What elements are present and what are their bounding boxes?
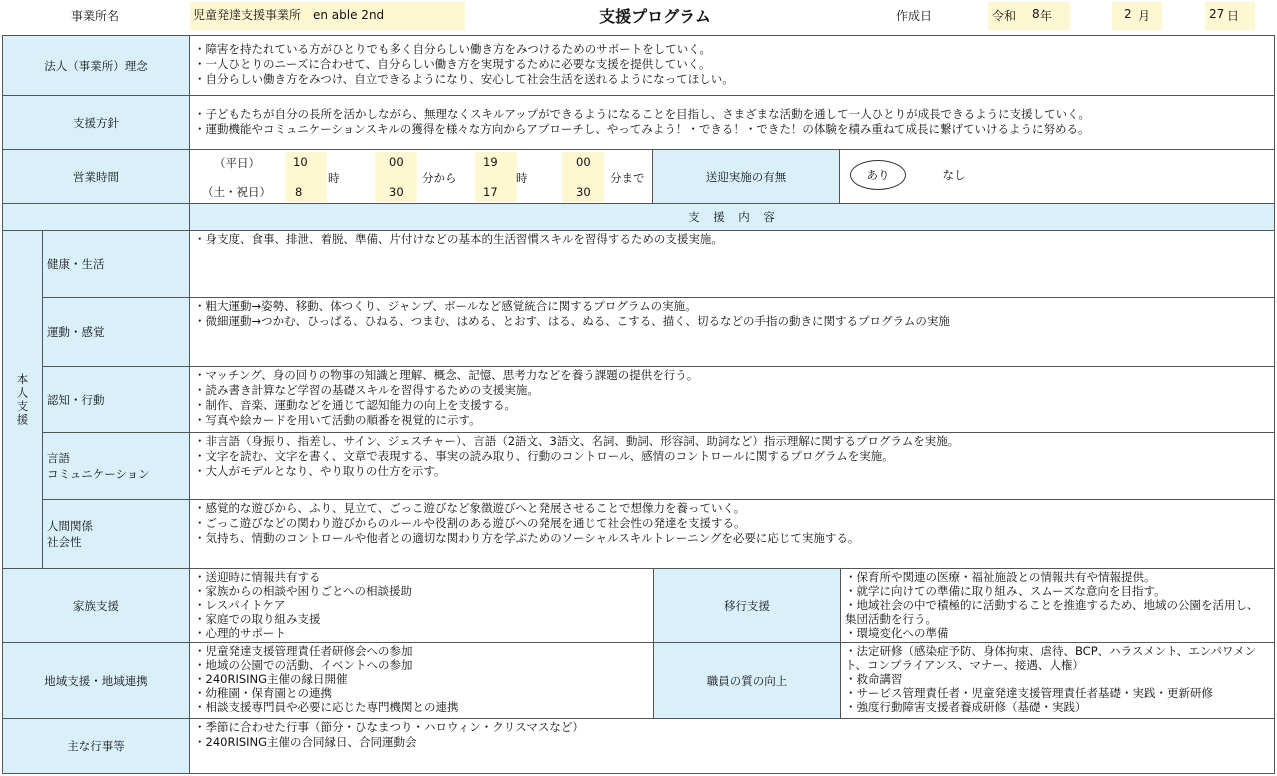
office-name-label: 事業所名	[70, 8, 119, 23]
policy-label: 支援方針	[2, 95, 190, 150]
end-minute-field[interactable]	[562, 152, 604, 202]
transport-options	[839, 149, 1275, 204]
personal-item-label-social: 人間関係 社会性	[42, 499, 190, 569]
community-support-text[interactable]: ・児童発達支援管理責任者研修会への参加 ・地域の公園での活動、イベントへの参加 ・240RISING主催の縁日開催 ・幼稚園・保育園との連携 ・相談支援専門員や必要に応じた専門機関との連携	[189, 642, 654, 719]
weekday-start-minute: 00	[389, 155, 404, 169]
community-support-label: 地域支援・地域連携	[2, 642, 190, 719]
support-content-header: 支 援 内 容	[189, 203, 1275, 231]
weekday-label: （平日）	[214, 156, 260, 170]
page-title: 支援プログラム	[599, 6, 711, 26]
personal-item-text-cognition[interactable]: ・マッチング、身の回りの物事の知識と理解、概念、記憶、思考力などを養う課題の提供を行う。 ・読み書き計算など学習の基礎スキルを習得するための支援実施。 ・制作、音楽、運動などを通じて認知能力の向上を支援する。 ・写真や絵カードを用いて活動の順番を視覚的に示す。	[189, 366, 1275, 433]
weekday-end-hour: 19	[483, 155, 498, 169]
personal-support-group-text: 本人支援	[15, 372, 30, 427]
date-day-field[interactable]	[1205, 2, 1255, 30]
personal-support-group-label	[2, 230, 43, 569]
personal-item-text-social[interactable]: ・感覚的な遊びから、ふり、見立て、ごっこ遊びなど象徴遊びへと発展させることで想像力を養っていく。 ・ごっこ遊びなどの関わり遊びからのルールや役割のある遊びへの発展を通じて社会性の発達を支援する。 ・気持ち、情動のコントロールや他者との適切な関わり方を学ぶためのソーシャルスキルトレーニングを必要に応じて実施する。	[189, 499, 1275, 569]
hour-unit-2: 時	[516, 171, 528, 185]
philosophy-text[interactable]: ・障害を持たれている方がひとりでも多く自分らしい働き方をみつけるためのサポートをしていく。 ・一人ひとりのニーズに合わせて、自分らしい働き方を実現するために必要な支援を提供していく。 ・自分らしい働き方をみつけ、自立できるようになり、安心して社会生活を送れるようになってほしい。	[189, 35, 1275, 96]
philosophy-label: 法人（事業所）理念	[2, 35, 190, 96]
office-name-value[interactable]: 児童発達支援事業所 en able 2nd	[190, 2, 465, 30]
personal-item-label-language: 言語 コミュニケーション	[42, 432, 190, 500]
policy-text[interactable]: ・子どもたちが自分の長所を活かしながら、無理なくスキルアップができるようになることを目指し、さまざまな活動を通して一人ひとりが成長できるように支援していく。 ・運動機能やコミュニケーションスキルの獲得を様々な方向からアプローチし、やってみよう！・できる！・できた！の体験を積み重ねて成長に繋げていけるように努める。	[189, 95, 1275, 150]
date-year-unit: 年	[1040, 9, 1053, 23]
family-support-label: 家族支援	[2, 568, 190, 643]
family-support-text[interactable]: ・送迎時に情報共有する ・家族からの相談や困りごとへの相談援助 ・レスパイトケア ・家庭での取り組み支援 ・心理的サポート	[189, 568, 654, 643]
from-text: 分から	[422, 171, 457, 185]
weekend-start-minute: 30	[389, 185, 404, 199]
staff-quality-text[interactable]: ・法定研修（感染症予防、身体拘束、虐待、BCP、ハラスメント、エンパワメント、コンプライアンス、マナー、接遇、人権） ・救命講習 ・サービス管理責任者・児童発達支援管理責任者基礎・実践・更新研修 ・強度行動障害支援者養成研修（基礎・実践）	[840, 642, 1275, 719]
staff-quality-label: 職員の質の向上	[653, 642, 841, 719]
transition-support-text[interactable]: ・保育所や関連の医療・福祉施設との情報共有や情報提供。 ・就学に向けての準備に取り組み、スムーズな意向を目指す。 ・地域社会の中で積極的に活動することを推進するため、地域の公園を活用し、集団活動を行う。 ・環境変化への準備	[840, 568, 1275, 643]
transport-yes-option[interactable]	[850, 160, 906, 190]
date-day-unit: 日	[1227, 9, 1240, 23]
transition-support-label: 移行支援	[653, 568, 841, 643]
weekend-end-minute: 30	[576, 185, 591, 199]
transport-label: 送迎実施の有無	[652, 149, 840, 204]
transport-yes-label: あり	[866, 168, 890, 182]
personal-item-label-health: 健康・生活	[42, 230, 190, 298]
business-hours-block	[189, 149, 653, 204]
events-label: 主な行事等	[2, 718, 190, 774]
weekday-end-minute: 00	[576, 155, 591, 169]
date-era: 令和	[992, 9, 1017, 23]
support-content-header-spacer	[2, 203, 190, 231]
transport-no-label: なし	[942, 168, 966, 182]
personal-item-text-motor[interactable]: ・粗大運動→姿勢、移動、体つくり、ジャンプ、ボールなど感覚統合に関するプログラムの実施。 ・微細運動→つかむ、ひっぱる、ひねる、つまむ、はめる、とおす、はる、ぬる、こする、描く、切るなどの手指の動きに関するプログラムの実施	[189, 297, 1275, 367]
events-text[interactable]: ・季節に合わせた行事（節分・ひなまつり・ハロウィン・クリスマスなど） ・240RISING主催の合同縁日、合同運動会	[189, 718, 1275, 774]
date-year: 8	[1032, 7, 1040, 21]
start-minute-field[interactable]	[375, 152, 417, 202]
until-text: 分まで	[610, 171, 645, 185]
weekend-end-hour: 17	[483, 185, 498, 199]
weekend-start-hour: 8	[295, 185, 303, 199]
weekday-start-hour: 10	[293, 155, 308, 169]
personal-item-label-motor: 運動・感覚	[42, 297, 190, 367]
personal-item-label-cognition: 認知・行動	[42, 366, 190, 433]
transport-no-option[interactable]	[932, 160, 976, 190]
date-day: 27	[1209, 7, 1225, 21]
start-hour-field[interactable]	[285, 152, 327, 202]
personal-item-text-language[interactable]: ・非言語（身振り、指差し、サイン、ジェスチャー）、言語（2語文、3語文、名詞、動詞、形容詞、助詞など）指示理解に関するプログラムを実施。 ・文字を読む、文字を書く、文章で表現する、事実の読み取り、行動のコントロール、感情のコントロールに関するプログラムを実施。 ・大人がモデルとなり、やり取りの仕方を示す。	[189, 432, 1275, 500]
end-hour-field[interactable]	[475, 152, 517, 202]
date-month-field[interactable]	[1112, 2, 1162, 30]
business-hours-label: 営業時間	[2, 149, 190, 204]
date-era-year-field[interactable]	[988, 2, 1070, 30]
weekend-label: （土・祝日）	[202, 185, 271, 199]
date-month: 2	[1124, 7, 1132, 21]
hour-unit-1: 時	[328, 171, 340, 185]
date-month-unit: 月	[1138, 9, 1151, 23]
personal-item-text-health[interactable]: ・身支度、食事、排泄、着脱、準備、片付けなどの基本的生活習慣スキルを習得するための支援実施。	[189, 230, 1275, 298]
created-date-label: 作成日	[896, 9, 933, 23]
